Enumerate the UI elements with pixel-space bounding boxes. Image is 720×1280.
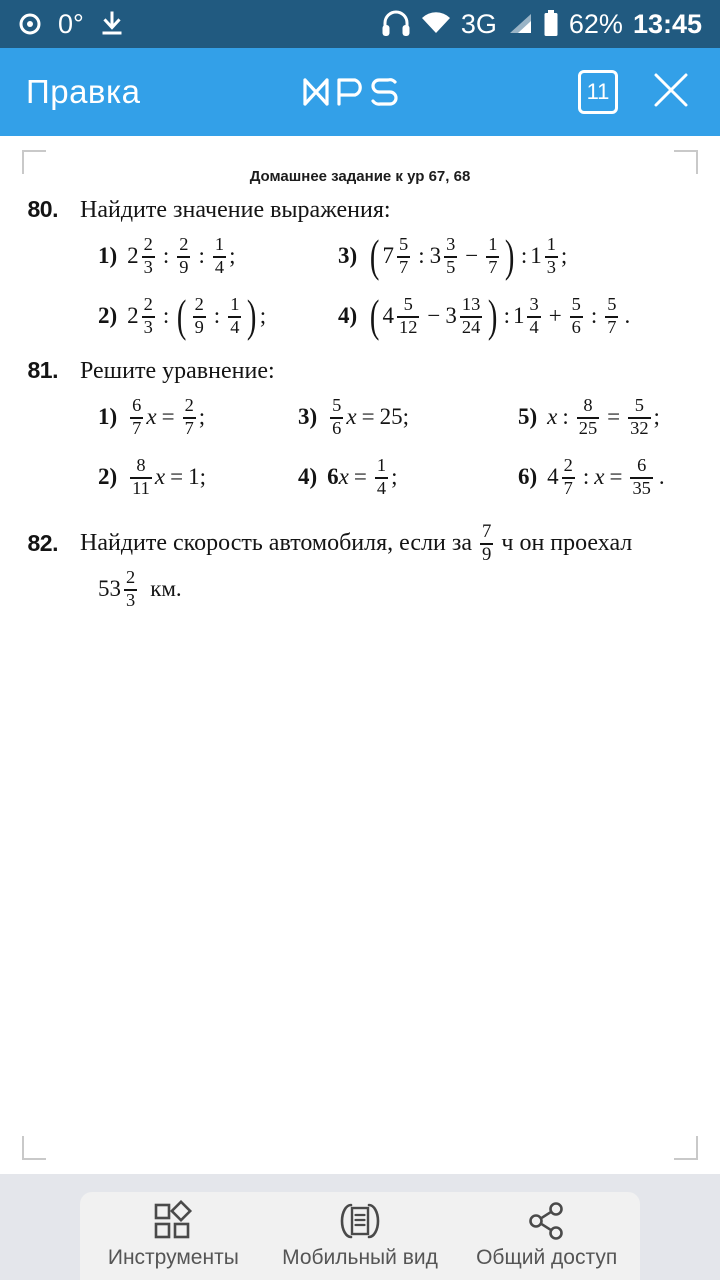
m-num: 1 [230,294,240,315]
m-num: 2 [126,567,136,588]
m-num: 5 [332,395,342,416]
m-var: x [146,404,157,429]
m-num: 3 [446,234,456,255]
item-marker: 4) [338,303,358,328]
m-int: 2 [127,243,139,268]
m-den: 25 [578,417,598,438]
status-bar-left-group [18,8,124,39]
m-den: 4 [376,477,387,498]
wps-logo-icon [301,70,419,114]
exercise-82-heading [0,522,720,564]
m-eq: = [170,464,184,489]
wifi-icon [421,12,451,36]
exercise-81-row-2 [0,450,720,504]
exercise-81-item-5 [518,390,660,444]
page-corner-mark-bottom-left [22,1136,46,1160]
m-end: ; [259,303,267,328]
toolbar-item-share[interactable] [454,1200,640,1270]
page-corner-mark-bottom-right [674,1136,698,1160]
temperature-label: 0° [58,8,84,39]
m-num: 13 [461,294,481,315]
headphones-icon [381,10,411,38]
m-den: 5 [446,256,456,277]
m-eq: = [361,404,375,429]
m-den: 3 [143,256,153,277]
mobile-view-icon [339,1200,381,1242]
m-den: 7 [184,417,194,438]
tab-count-button[interactable] [578,70,618,114]
m-op: : [562,404,569,429]
exercise-81-item-2 [98,450,298,504]
exercise-80-item-1 [98,229,338,283]
m-end: ; [229,243,236,268]
m-op: : [582,464,590,489]
exercise-82 [0,522,720,610]
m-op: : [213,303,221,328]
m-den: 7 [563,477,573,498]
m-den: 9 [179,256,189,277]
m-num: 2 [179,234,189,255]
m-num: 1 [546,234,556,255]
exercise-80-row-1 [0,229,720,283]
m-num: 5 [634,395,644,416]
exercise-81-row-1 [0,390,720,444]
m-den: 11 [132,477,150,498]
open-paren: ( [177,290,187,342]
exercise-81-item-6 [518,450,668,504]
battery-percent-label: 62% [568,8,623,39]
bottom-toolbar-area [0,1174,720,1280]
item-marker: 2) [98,303,118,328]
exercise-81 [0,357,720,504]
m-op: : [162,303,170,328]
m-eq: = [609,464,623,489]
m-end: . [658,464,665,489]
m-den: 9 [194,316,204,337]
exercise-80-item-4 [338,289,633,343]
exercise-82-text-part2: ч он проехал [501,529,633,556]
m-den: 3 [126,589,136,610]
tools-grid-icon [152,1200,194,1242]
m-int: 3 [445,303,457,328]
share-icon [526,1200,568,1242]
android-status-bar [0,0,720,48]
m-end: . [624,303,631,328]
m-end: ; [391,464,398,489]
document-viewport[interactable] [0,136,720,1174]
toolbar-item-share-label: Общий доступ [476,1246,618,1269]
m-den: 7 [488,256,498,277]
exercise-82-fraction [480,522,493,564]
exercise-80-items [0,229,720,343]
m-num: 2 [143,234,153,255]
exercise-80 [0,196,720,343]
m-num: 1 [376,455,387,476]
m-den: 3 [143,316,153,337]
m-num: 8 [583,395,593,416]
m-num: 8 [136,455,146,476]
item-marker: 1) [98,243,118,268]
m-op: : [503,303,510,328]
m-den: 4 [214,256,225,277]
m-eq: = [607,404,621,429]
m-num: 5 [571,294,581,315]
m-var: x [346,404,357,429]
exercise-81-item-1 [98,390,298,444]
signal-icon [507,12,533,36]
m-end: ; [198,404,206,429]
document-page [0,136,720,1174]
item-marker: 3) [298,404,318,429]
m-num: 6 [132,395,142,416]
exercise-81-items [0,390,720,504]
m-end: ; [402,404,409,429]
m-eq: = [161,404,175,429]
m-int: 2 [127,303,139,328]
m-den: 12 [399,316,418,337]
close-paren: ) [247,290,257,342]
exercise-81-number: 81. [27,357,58,383]
m-num: 6 [637,455,647,476]
m-den: 7 [399,256,409,277]
m-num: 1 [214,234,225,255]
item-marker: 4) [298,464,318,489]
close-button[interactable] [648,69,694,115]
exercise-80-heading [0,196,720,224]
m-den: 3 [546,256,556,277]
toolbar-item-mobile-view[interactable] [267,1200,453,1270]
exercise-82-number: 82. [27,529,58,556]
m-int: 4 [547,464,559,489]
status-bar-right-group [381,10,702,38]
m-var: x [154,464,166,489]
item-marker: 5) [518,404,538,429]
exercise-80-row-2 [0,289,720,343]
m-den: 7 [607,316,617,337]
m-end: ; [653,404,660,429]
m-op: − [427,303,441,328]
m-rhs: 1 [188,464,200,489]
m-int: 4 [382,303,394,328]
m-op: − [465,243,479,268]
m-op: : [590,303,598,328]
close-paren: ) [488,290,498,342]
m-int: 53 [98,576,121,602]
exercise-82-line-2 [0,568,720,610]
item-marker: 2) [98,464,118,489]
network-type-label: 3G [460,8,497,39]
m-den: 35 [632,477,651,498]
exercise-81-item-4 [298,450,518,504]
exercise-80-title: Найдите значение выражения: [80,197,391,223]
document-running-head: Домашнее задание к ур 67, 68 [249,168,471,185]
m-num: 1 [488,234,498,255]
m-den: 6 [332,417,342,438]
m-num: 5 [607,294,617,315]
toolbar-item-tools-label: Инструменты [107,1246,239,1269]
wps-app-header [0,48,720,136]
item-marker: 1) [98,404,118,429]
m-num: 2 [563,455,573,476]
download-icon [100,11,124,37]
clock-label: 13:45 [632,8,702,39]
m-den: 24 [461,316,481,337]
m-end: ; [560,243,568,268]
close-paren: ) [505,230,515,282]
m-rhs: 25 [379,404,403,429]
m-int: 1 [512,303,525,328]
m-num: 2 [194,294,204,315]
battery-icon [543,10,559,38]
exercise-82-unit: км. [150,576,182,602]
m-int: 7 [382,243,394,268]
exercise-81-item-3 [298,390,518,444]
exercise-82-text-part1: Найдите скорость автомобиля, если за [80,529,473,556]
m-den: 9 [482,543,492,565]
m-den: 7 [132,417,142,438]
m-op: + [548,303,562,328]
document-body [0,196,720,614]
m-op: : [520,243,528,268]
m-den: 4 [529,316,539,337]
item-marker: 3) [338,243,358,268]
m-num: 5 [399,234,409,255]
open-paren: ( [370,290,380,342]
m-eq: = [353,464,367,489]
m-int: 1 [530,243,542,268]
m-coef: 6 [327,464,339,489]
m-var: x [547,404,558,429]
m-num: 2 [143,294,153,315]
m-var: x [594,464,605,489]
m-den: 6 [571,316,581,337]
m-op: : [418,243,425,268]
open-paren: ( [370,230,380,282]
m-den: 32 [630,417,649,438]
exercise-82-text [80,522,632,564]
bottom-toolbar [80,1192,640,1280]
m-op: : [198,243,205,268]
exercise-80-item-3 [338,229,567,283]
edit-mode-button[interactable]: Правка [26,73,141,110]
exercise-81-title: Решите уравнение: [80,358,275,384]
m-num: 3 [529,294,539,315]
m-end: ; [199,464,206,489]
m-op: : [162,243,170,268]
close-icon [650,69,692,116]
m-num: 2 [184,395,194,416]
toolbar-item-tools[interactable] [80,1200,266,1270]
tab-count-label: 11 [586,79,610,104]
exercise-81-heading [0,357,720,385]
m-num: 7 [482,521,492,542]
toolbar-item-mobile-view-label: Мобильный вид [282,1246,438,1269]
header-actions [578,69,694,115]
m-int: 3 [429,243,442,268]
exercise-80-number: 80. [27,196,58,222]
exercise-80-item-2 [98,289,338,343]
m-den: 4 [230,316,240,337]
m-var: x [338,464,349,489]
item-marker: 6) [518,464,538,489]
m-num: 5 [403,294,413,315]
record-dot-icon [18,12,42,36]
